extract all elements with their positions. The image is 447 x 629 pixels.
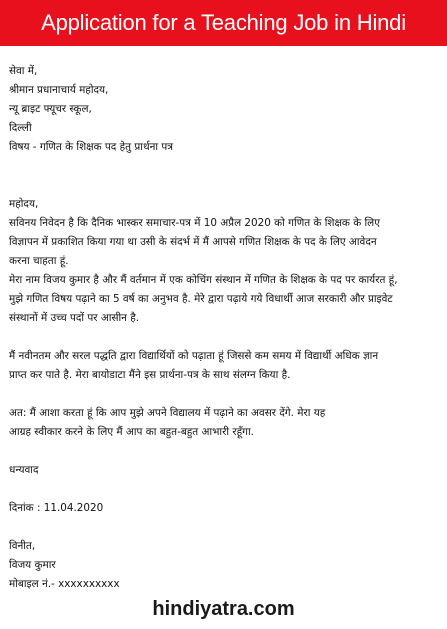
text-line: सविनय निवेदन है कि दैनिक भास्कर समाचार-पत्र में 10 अप्रैल 2020 को गणित के शिक्षक के लिए (9, 217, 380, 229)
site-watermark: hindiyatra.com (152, 598, 295, 620)
text-line: अत: मैं आशा करता हूं कि आप मुझे अपने विद्यालय में पढ़ाने का अवसर देंगे. मेरा यह (9, 407, 326, 419)
thanks-line: धन्यवाद (9, 464, 39, 476)
paragraph-1 (9, 214, 441, 271)
sender-mobile: मोबाइल नं.- xxxxxxxxxx (9, 578, 120, 590)
paragraph-2 (9, 271, 441, 328)
text-line: मुझे गणित विषय पढ़ाने का 5 वर्ष का अनुभव है. मेरे द्वारा पढ़ाये गये विधार्थी आज सरकारी और प्राइवेट (9, 293, 393, 305)
subject-line: विषय - गणित के शिक्षक पद हेतु प्रार्थना पत्र (9, 141, 174, 153)
date-line: दिनांक : 11.04.2020 (9, 502, 104, 514)
closing-line: विनीत, (9, 540, 36, 552)
salutation: महोदय, (9, 198, 39, 210)
text-line: मेरा नाम विजय कुमार है और मैं वर्तमान में एक कोचिंग संस्थान में गणित के शिक्षक के पद पर कार्यरत हूं, (9, 274, 398, 286)
text-line: आग्रह स्वीकार करने के लिए मैं आप का बहुत-बहुत आभारी रहूँगा. (9, 426, 254, 438)
text-line: विज्ञापन में प्रकाशित किया गया था उसी के संदर्भ में मैं आपसे गणित शिक्षक के पद के लिए आवेदन (9, 236, 377, 248)
address-line: दिल्ली (9, 122, 32, 134)
text-line: मैं नवीनतम और सरल पद्धति द्वारा विद्यार्थियों को पढ़ाता हूं जिससे कम समय में विद्यार्थी अधिक ज्ञान (9, 350, 379, 362)
page-title: Application for a Teaching Job in Hindi (41, 10, 406, 35)
address-line: न्यू ब्राइट फ्यूचर स्कूल, (9, 103, 92, 115)
paragraph-4 (9, 404, 441, 442)
text-line: करना चाहता हूं. (9, 255, 69, 267)
paragraph-3 (9, 347, 441, 385)
sender-name: विजय कुमार (9, 559, 56, 571)
address-line: श्रीमान प्रधानाचार्य महोदय, (9, 84, 109, 96)
text-line: संस्थानों में उच्च पदों पर आसीन है. (9, 312, 140, 324)
letter-body (9, 62, 441, 594)
title-banner (0, 0, 447, 46)
address-line: सेवा में, (9, 65, 38, 77)
text-line: प्राप्त कर पाते है. मेरा बायोडाटा मैंने इस प्रार्थना-पत्र के साथ संलग्न किया है. (9, 369, 291, 381)
